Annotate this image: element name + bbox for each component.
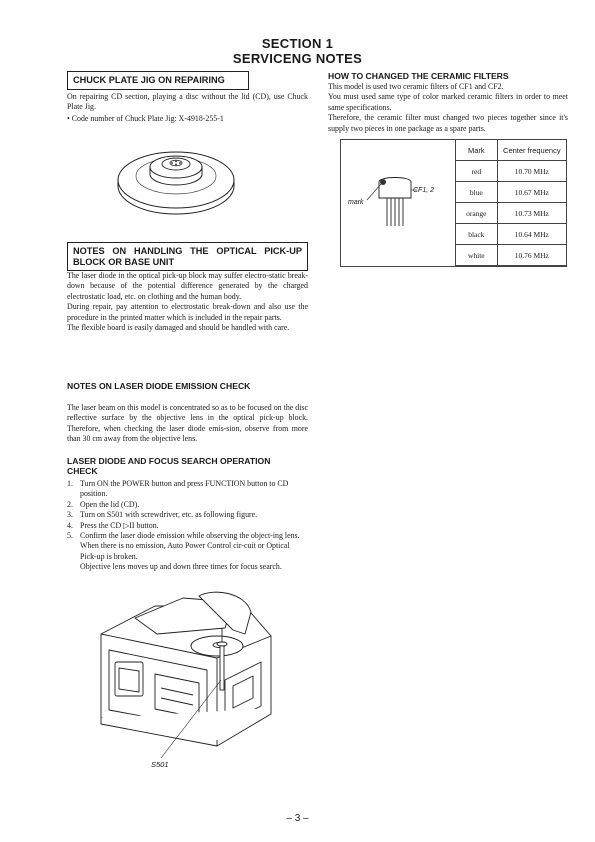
table-row xyxy=(456,245,567,266)
focus-search-heading-line2: CHECK xyxy=(67,466,98,477)
cf-part-label: CF1, 2 xyxy=(413,187,435,194)
table-row xyxy=(456,224,567,245)
mark-cell: red xyxy=(456,161,498,182)
step-item: 2. Open the lid (CD). xyxy=(67,499,140,509)
mark-cell: blue xyxy=(456,182,498,203)
column-header-mark: Mark xyxy=(456,140,498,161)
chuck-plate-heading: CHUCK PLATE JIG ON REPAIRING xyxy=(67,71,249,90)
frequency-cell: 10.76 MHz xyxy=(497,245,566,266)
s501-label: S501 xyxy=(151,760,169,769)
step-item: 1. Turn ON the POWER button and press FUNCTION button to CD position. xyxy=(67,479,289,499)
section-number: SECTION 1 xyxy=(261,36,334,51)
ceramic-filters-body: This model is used two ceramic filters of CF1 and CF2. You must used same type of color marked ceramic filters in order to meet same specifications. Therefore, the ceramic filter must changed two pieces together since it's supply two pieces in one package as a spare parts. xyxy=(328,82,568,133)
step-item: 5. Confirm the laser diode emission while observing the object-ing lens. When there is no emission, Auto Power Control cir-cuit or Optical Pick-up is broken. Objective lens moves up and down three times for focus search. xyxy=(67,531,300,572)
frequency-cell: 10.64 MHz xyxy=(497,224,566,245)
optical-pickup-heading-line2: BLOCK OR BASE UNIT xyxy=(73,256,175,267)
table-row xyxy=(456,161,567,182)
mark-cell: white xyxy=(456,245,498,266)
mark-cell: orange xyxy=(456,203,498,224)
step-item: 3. Turn on S501 with screwdriver, etc. as following figure. xyxy=(67,510,258,520)
laser-diode-heading: NOTES ON LASER DIODE EMISSION CHECK xyxy=(67,381,251,391)
frequency-cell: 10.67 MHz xyxy=(497,182,566,203)
focus-search-heading-line1: LASER DIODE AND FOCUS SEARCH OPERATION xyxy=(67,456,271,466)
table-row xyxy=(456,182,567,203)
chuck-plate-code: • Code number of Chuck Plate Jig: X-4918-255-1 xyxy=(67,114,224,123)
step-item: 4. Press the CD ▷II button. xyxy=(67,520,159,530)
unit-s501-illustration xyxy=(95,588,280,773)
mark-cell: black xyxy=(456,224,498,245)
column-header-frequency: Center frequency xyxy=(497,140,566,161)
ceramic-filters-heading: HOW TO CHANGED THE CERAMIC FILTERS xyxy=(328,71,509,81)
optical-pickup-body: The laser diode in the optical pick-up block may suffer electro-static break-down because of the potential difference generated by the charged electrostatic load, etc. on clothing and the human body. During repair, pay attention to electrostatic break-down and also use the procedure in the printed matter which is included in the repair parts. The flexible board is easily damaged and should be handled with care. xyxy=(67,271,308,333)
page-title: SERVICENG NOTES xyxy=(232,51,363,66)
laser-diode-body: The laser beam on this model is concentrated so as to be focused on the disc reflective surface by the objective lens in the optical pick-up block. Therefore, when checking the laser diode emis-sion, observe from more than 30 cm away from the objective lens. xyxy=(67,403,308,444)
frequency-cell: 10.70 MHz xyxy=(497,161,566,182)
chuck-plate-body: On repairing CD section, playing a disc without the lid (CD), use Chuck Plate Jig. xyxy=(67,92,308,112)
focus-search-steps xyxy=(67,479,308,573)
mark-label: mark xyxy=(348,199,364,206)
optical-pickup-heading xyxy=(67,242,308,271)
frequency-cell: 10.73 MHz xyxy=(497,203,566,224)
focus-search-heading xyxy=(67,456,308,477)
table-row xyxy=(456,203,567,224)
page-number: – 3 – xyxy=(286,813,309,824)
table-header-row xyxy=(456,140,567,161)
chuck-plate-jig-illustration xyxy=(114,134,238,216)
optical-pickup-heading-line1: NOTES ON HANDLING THE OPTICAL PICK-UP xyxy=(73,246,302,256)
ceramic-filter-table xyxy=(455,139,567,266)
